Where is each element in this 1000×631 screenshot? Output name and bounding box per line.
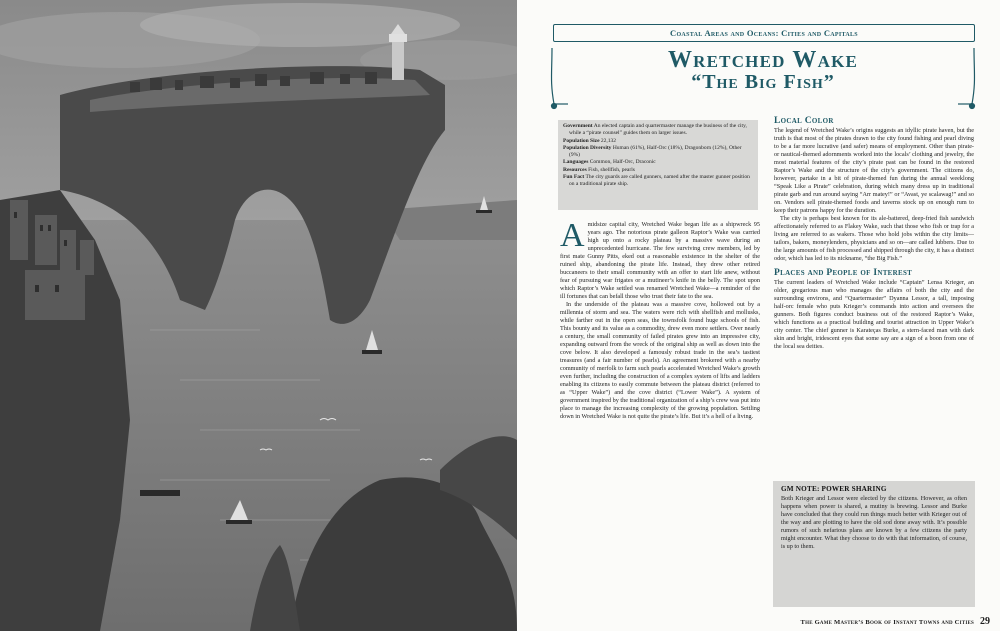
page-subtitle: “The Big Fish” [691,71,835,93]
places-people-heading: Places and People of Interest [774,268,913,279]
intro-paragraph-2: In the underside of the plateau was a massive cove, hollowed out by a millennia of storm and sea. The waters were rich with shellfish and mollusks, while farther out in the open seas, the townsfolk found huge schools of fish. This bounty and its value as a commodity, drew even more settlers. Over nearly a century, the small community of failed pirates grew into an impressive city, expanding outward from the wreck of the original ship as well as down into the cove below. It also developed a famously robust trade in the sea’s tastiest treasures (and a fair number of pearls). An agreement brokered with a nearby community of merfolk to farm such pearls accelerated Wretched Wake’s growth even further, including the construction of a complex system of lifts and ladders enabling its citizens to easily commute between the plateau district (referred to as “Upper Wake”) and the cove district (“Lower Wake”). A system of government inspired by the traditional organization of a ship’s crew was put into place to manage the increasing complexity of the growing population. Settling down in Wretched Wake is not quite the pirate’s life. But it’s a hell of a living. [560,301,760,421]
intro-column [560,217,760,421]
local-color-heading: Local Color [774,116,834,126]
gm-note-heading: GM NOTE: POWER SHARING [781,485,887,493]
stat-row-government: Government An elected captain and quartermaster manage the business of the city, while a “pirate counsel” guides them on larger issues. [563,123,747,137]
book-title-footer: The Game Master’s Book of Instant Towns and Cities [800,619,974,626]
local-color-paragraph-1: The legend of Wretched Wake’s origins suggests an idyllic pirate haven, but the truth is that most of the pirates drawn to the city found fishing and pearl diving to be a far more lucrative (and safer) means of employment. Other than pirate- or nautical-themed adornments worked into the locals’ clothing and jewelry, the most material features of the city’s pirate past can be found in the restored Raptor’s Wake and the structure of the city’s government. The citizens do, however, partake in a bit of pirate-themed fun during the annual weeklong “Speak Like a Pirate” celebration, during which many dress up in traditional pirate garb and run around saying “Arr matey!” or “Avast, ye scalawag!” and so on. Vendors sell pirate-themed foods and taverns stock up on enough rum to keep their patrons happy for the duration. [774,127,974,215]
city-stat-block [558,120,758,210]
stat-row-fun-fact: Fun Fact The city guards are called gunners, named after the master gunner position on a traditional pirate ship. [563,174,750,188]
places-people-paragraph: The current leaders of Wretched Wake include “Captain” Lensa Krieger, an older, gregarious man who manages the affairs of both the city and the surrounding environs, and “Quartermaster” Dyanna Lessor, a tall, imposing half-orc female who puts Krieger’s commands into action and oversees the gunners. Both figures conduct business out of the restored Raptor’s Wake, which functions as a practical building and tourist attraction in Upper Wake’s city center. The chief gunner is Karateças Burke, a stern-faced man with dark skin and bright, iridescent eyes that some say are a sign of a boon from one of the local sea deities. [774,279,974,351]
drop-cap: A [560,217,585,254]
intro-paragraph-1: Amidsize capital city, Wretched Wake began life as a shipwreck 95 years ago. The notorious pirate galleon Raptor’s Wake was carried high up onto a rocky plateau by a massive wave during an unprecedented hurricane. The few surviving crew members, led by first mate Gunny Pitts, eked out a reasonable existence in the shelter of the ruined ship, abandoning the pirate life. Instead, they drew other retired buccaneers to their small community with an offer to start life anew, without fear of pursuing war frigates or a mutineer’s knife in the belly. The spot upon which Raptor’s Wake settled was renamed Wretched Wake—a reminder of the ill fortunes that can befall those who trust their fate to the sea. [560,217,760,301]
details-column [774,115,974,351]
stat-row-resources: Resources Fish, shellfish, pearls [563,166,635,173]
local-color-paragraph-2: The city is perhaps best known for its ale-battered, deep-fried fish sandwich affectionately referred to as Flakey Wake, such that those who fish or trap for a living are referred to as wakers. Those who hold jobs within the city limits—tailors, bakers, moneylenders, physicians and so on—are called lubbers. Due to the large amounts of fish processed and shipped through the city, it has a distinct odor, which has led to its nickname, “the Big Fish.” [774,215,974,263]
page-number: 29 [980,616,990,627]
stat-row-population-size: Population Size 22,132 [563,137,617,144]
page-title: Wretched Wake [667,47,859,73]
gm-note-text: Both Krieger and Lessor were elected by the citizens. However, as often happens when power is shared, a mutiny is brewing. Lessor and Burke have concluded that they could run things much better with Krieger out of the way and are plotting to have the old sod done away with. It’s possible rumors of such nefarious plans are known by a few citizens the party might encounter. What they choose to do with that information, of course, is up to them. [781,495,967,551]
chapter-banner: Coastal Areas and Oceans: Cities and Capitals [553,24,975,42]
stat-row-languages: Languages Common, Half-Orc, Draconic [563,159,656,166]
page-footer [760,611,990,629]
gm-note-box [773,481,975,607]
stat-row-population-diversity: Population Diversity Human (61%), Half-Orc (18%), Dragonborn (12%), Other (9%) [563,144,742,159]
